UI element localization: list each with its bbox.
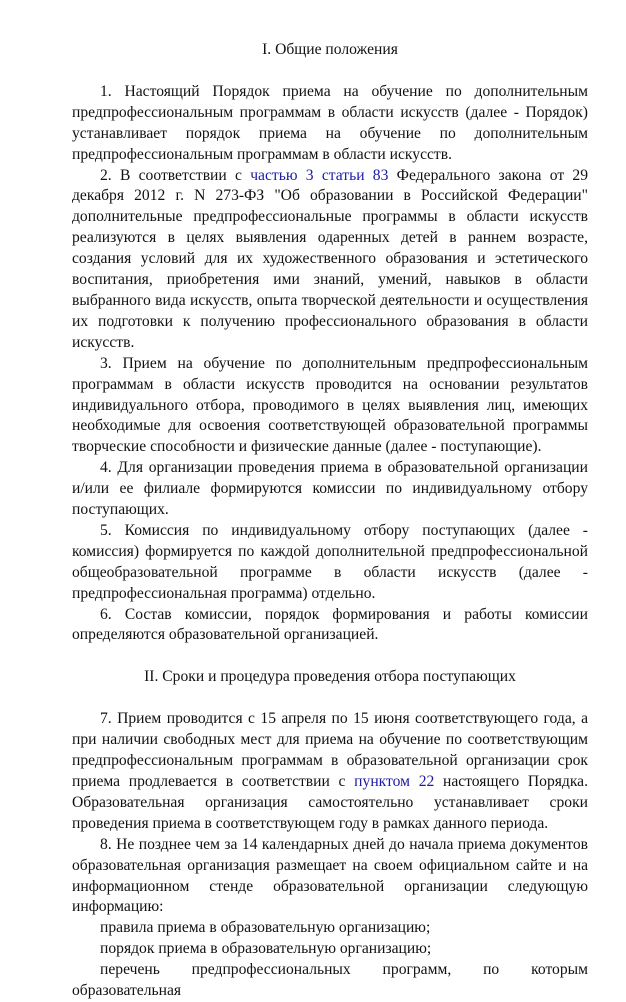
law-article-link[interactable]: частью 3 статьи 83	[250, 166, 389, 184]
paragraph-6: 6. Состав комиссии, порядок формирования и работы комиссии определяются образовательной организацией.	[72, 605, 588, 644]
paragraph-1: 1. Настоящий Порядок приема на обучение по дополнительным предпрофессиональным программам в области искусств (далее - Порядок) устанавливает порядок приема на обучение по дополнительным предпрофессиональным программам в области искусств.	[72, 82, 588, 163]
paragraph-2-after: Федерального закона от 29 декабря 2012 г. N 273-ФЗ "Об образовании в Российской Федерации" дополнительные предпрофессиональные программы в области искусств реализуются в целях выявления одаренных детей в раннем возрасте, создания условий для их художественного образования и эстетического воспитания, приобретения ими знаний, умений, навыков в области выбранного вида искусств, опыта творческой деятельности и осуществления их подготовки к получению профессионального образования в области искусств.	[72, 166, 589, 351]
section-2-title: II. Сроки и процедура проведения отбора поступающих	[144, 668, 516, 686]
paragraph-5: 5. Комиссия по индивидуальному отбору поступающих (далее - комиссия) формируется по каждой дополнительной предпрофессиональной общеобразовательной программе в области искусств (далее - предпрофессиональная программа) отдельно.	[72, 521, 588, 602]
paragraph-8: 8. Не позднее чем за 14 календарных дней до начала приема документов образовательная организация размещает на своем официальном сайте и на информационном стенде образовательной организации следующую информацию:	[72, 835, 588, 916]
paragraph-7	[72, 709, 588, 834]
point-22-link[interactable]: пунктом 22	[354, 773, 435, 790]
section-1-title: I. Общие положения	[262, 41, 398, 58]
list-item: правила приема в образовательную организацию;	[100, 919, 431, 937]
paragraph-3: 3. Прием на обучение по дополнительным предпрофессиональным программам в области искусств проводится на основании результатов индивидуального отбора, проводимого в целях выявления лиц, имеющих необходимые для освоения соответствующей образовательной программы творческие способности и физические данные (далее - поступающие).	[72, 354, 588, 456]
paragraph-2-before: 2. В соответствии с	[100, 166, 251, 184]
paragraph-7-after: настоящего Порядка. Образовательная организация самостоятельно устанавливает сроки проведения приема в соответствующем году в рамках данного периода.	[72, 773, 589, 832]
paragraph-2	[72, 166, 588, 354]
paragraph-7-before: 7. Прием проводится с 15 апреля по 15 июня соответствующего года, а при наличии свободных мест для приема на обучение по соответствующим предпрофессиональным программам в образовательной организации срок приема продлевается в соответствии с	[72, 710, 588, 790]
document-page	[72, 40, 588, 1002]
paragraph-4: 4. Для организации проведения приема в образовательной организации и/или ее филиале формируются комиссии по индивидуальному отбору поступающих.	[72, 459, 588, 519]
list-item: перечень предпрофессиональных программ, по которым образовательная	[72, 961, 588, 1000]
list-item: порядок приема в образовательную организацию;	[100, 940, 432, 958]
